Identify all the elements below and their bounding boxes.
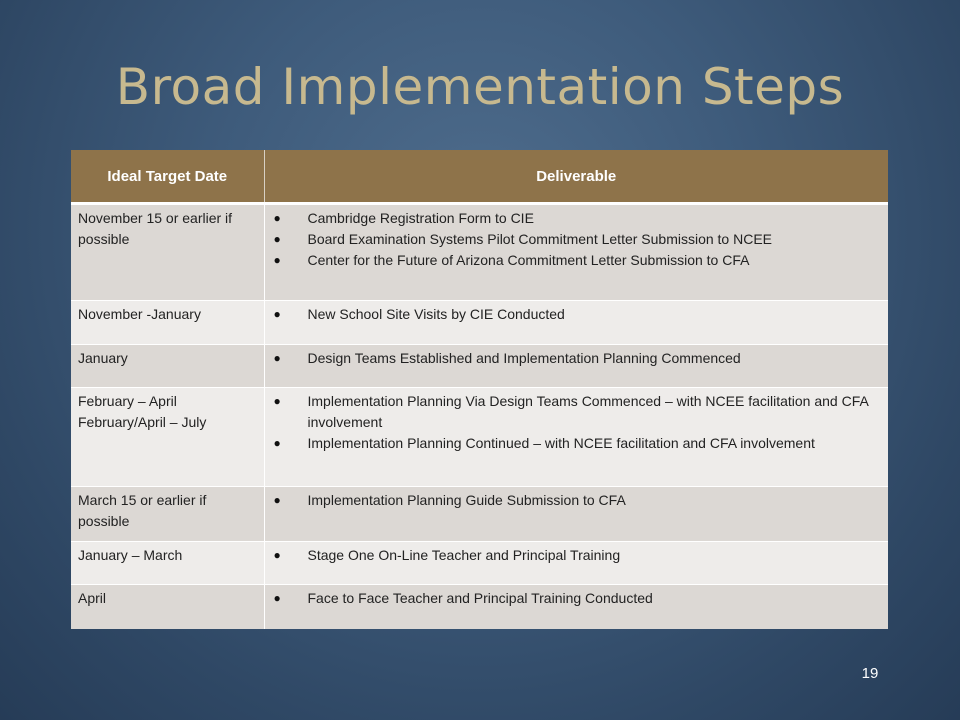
table-row bbox=[71, 487, 888, 542]
target-date-cell: March 15 or earlier if possible bbox=[71, 487, 264, 542]
deliverable-item: ● Stage One On-Line Teacher and Principal Training bbox=[272, 545, 884, 566]
target-date-cell: April bbox=[71, 585, 264, 629]
bullet-icon: ● bbox=[273, 211, 281, 225]
bullet-icon: ● bbox=[273, 548, 281, 562]
bullet-icon: ● bbox=[273, 232, 281, 246]
table-row bbox=[71, 301, 888, 345]
deliverable-list bbox=[272, 588, 884, 609]
target-date-cell: November -January bbox=[71, 301, 264, 345]
deliverable-item: ● Board Examination Systems Pilot Commitment Letter Submission to NCEE bbox=[272, 229, 884, 250]
slide-title: Broad Implementation Steps bbox=[115, 58, 845, 116]
deliverable-list bbox=[272, 304, 884, 325]
target-date-cell: January – March bbox=[71, 542, 264, 585]
deliverable-list bbox=[272, 348, 884, 369]
bullet-icon: ● bbox=[273, 394, 281, 408]
deliverable-item: ● Face to Face Teacher and Principal Training Conducted bbox=[272, 588, 884, 609]
deliverable-item: ● Implementation Planning Continued – with NCEE facilitation and CFA involvement bbox=[272, 433, 884, 454]
header-ideal-target-date: Ideal Target Date bbox=[71, 150, 264, 204]
deliverable-cell bbox=[264, 345, 888, 388]
table-row bbox=[71, 204, 888, 301]
deliverable-list bbox=[272, 208, 884, 271]
deliverable-list bbox=[272, 490, 884, 511]
table-row bbox=[71, 542, 888, 585]
bullet-icon: ● bbox=[273, 253, 281, 267]
deliverable-cell bbox=[264, 585, 888, 629]
table-row bbox=[71, 585, 888, 629]
deliverable-cell bbox=[264, 301, 888, 345]
target-date-cell: January bbox=[71, 345, 264, 388]
bullet-icon: ● bbox=[273, 493, 281, 507]
header-deliverable: Deliverable bbox=[264, 150, 888, 204]
deliverable-cell bbox=[264, 204, 888, 301]
table-header-row bbox=[71, 150, 888, 204]
target-date-cell: November 15 or earlier if possible bbox=[71, 204, 264, 301]
deliverable-list bbox=[272, 391, 884, 454]
table-row bbox=[71, 345, 888, 388]
target-date-cell: February – April February/April – July bbox=[71, 388, 264, 487]
bullet-icon: ● bbox=[273, 351, 281, 365]
bullet-icon: ● bbox=[273, 591, 281, 605]
bullet-icon: ● bbox=[273, 436, 281, 450]
deliverable-item: ● New School Site Visits by CIE Conducted bbox=[272, 304, 884, 325]
deliverable-item: ● Design Teams Established and Implementation Planning Commenced bbox=[272, 348, 884, 369]
deliverable-item: ● Center for the Future of Arizona Commitment Letter Submission to CFA bbox=[272, 250, 884, 271]
bullet-icon: ● bbox=[273, 307, 281, 321]
deliverable-cell bbox=[264, 487, 888, 542]
table-row bbox=[71, 388, 888, 487]
deliverable-cell bbox=[264, 542, 888, 585]
page-number: 19 bbox=[861, 665, 879, 682]
deliverable-list bbox=[272, 545, 884, 566]
deliverable-item: ● Implementation Planning Via Design Teams Commenced – with NCEE facilitation and CFA involvement bbox=[273, 393, 869, 430]
deliverable-item: ● Cambridge Registration Form to CIE bbox=[272, 208, 884, 229]
deliverable-item: ● Implementation Planning Guide Submission to CFA bbox=[272, 490, 884, 511]
deliverable-cell bbox=[264, 388, 888, 487]
implementation-table bbox=[71, 150, 888, 629]
